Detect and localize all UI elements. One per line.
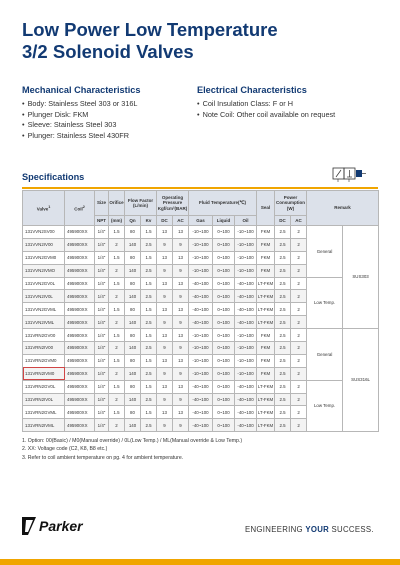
cell-gas: -40~100 — [189, 393, 213, 406]
remark-group: General — [307, 226, 343, 278]
cell-gas: -40~100 — [189, 380, 213, 393]
cell-seal: LT-FKM — [257, 303, 275, 316]
cell-coil: 495900XX — [65, 226, 95, 239]
cell-liquid: 0~100 — [213, 380, 235, 393]
electrical-item: • Coil Insulation Class: F or H — [197, 99, 335, 110]
parker-logo-text: Parker — [39, 518, 83, 534]
specifications-rule — [22, 187, 378, 189]
header-flow-factor: Flow Factor (L/min) — [125, 191, 157, 216]
cell-power-ac: 2 — [291, 367, 307, 380]
mechanical-item: • Plunger Disk: FKM — [22, 110, 138, 121]
header-fluid-temperature: Fluid Temperature(℃) — [189, 191, 257, 216]
electrical-item: • Note Coil: Other coil available on request — [197, 110, 335, 121]
cell-kv: 1.5 — [141, 354, 157, 367]
table-row — [23, 329, 379, 342]
cell-size: 1/4" — [95, 316, 109, 329]
subheader-npt: NPT — [95, 216, 109, 226]
table-row — [23, 380, 379, 393]
cell-ac: 9 — [173, 419, 189, 432]
cell-valve: 131VVN2IV00 — [23, 238, 65, 251]
footnote: 2. XX: Voltage code (C2, K8, B8 etc.) — [22, 446, 108, 453]
cell-dc: 13 — [157, 354, 173, 367]
cell-ac: 9 — [173, 290, 189, 303]
cell-oil: -40~100 — [235, 290, 257, 303]
cell-kv: 2.5 — [141, 316, 157, 329]
cell-seal: FKM — [257, 342, 275, 355]
cell-size: 1/4" — [95, 380, 109, 393]
cell-seal: LT-FKM — [257, 277, 275, 290]
cell-kv: 1.5 — [141, 277, 157, 290]
cell-power-dc: 2.5 — [275, 238, 291, 251]
cell-orifice: 1.5 — [109, 329, 125, 342]
cell-kv: 2.5 — [141, 342, 157, 355]
cell-valve: 131VRN2GVML — [23, 406, 65, 419]
mechanical-item: • Body: Stainless Steel 303 or 316L — [22, 99, 138, 110]
cell-valve: 131VVN2GV0L — [23, 277, 65, 290]
cell-qn: 80 — [125, 380, 141, 393]
cell-qn: 80 — [125, 251, 141, 264]
cell-qn: 80 — [125, 406, 141, 419]
cell-orifice: 1.5 — [109, 380, 125, 393]
cell-oil: -10~100 — [235, 367, 257, 380]
cell-liquid: 0~100 — [213, 264, 235, 277]
header-operating-pressure: Operating Pressure Kgf/cm²(BAR) — [157, 191, 189, 216]
cell-dc: 9 — [157, 290, 173, 303]
cell-kv: 1.5 — [141, 303, 157, 316]
subheader-ac: AC — [173, 216, 189, 226]
cell-seal: LT-FKM — [257, 406, 275, 419]
mechanical-list — [22, 99, 138, 141]
cell-power-ac: 2 — [291, 419, 307, 432]
cell-seal: FKM — [257, 251, 275, 264]
cell-orifice: 2 — [109, 264, 125, 277]
cell-dc: 13 — [157, 251, 173, 264]
cell-seal: LT-FKM — [257, 393, 275, 406]
cell-qn: 80 — [125, 277, 141, 290]
subheader-oil: Oil — [235, 216, 257, 226]
cell-size: 1/4" — [95, 264, 109, 277]
cell-oil: -40~100 — [235, 380, 257, 393]
specifications-table — [22, 190, 379, 432]
cell-power-ac: 2 — [291, 290, 307, 303]
cell-oil: -40~100 — [235, 393, 257, 406]
cell-valve: 131VRN2GV0L — [23, 380, 65, 393]
mechanical-heading: Mechanical Characteristics — [22, 85, 141, 95]
cell-orifice: 1.5 — [109, 406, 125, 419]
cell-power-dc: 2.5 — [275, 290, 291, 303]
electrical-heading: Electrical Characteristics — [197, 85, 307, 95]
cell-coil: 495900XX — [65, 406, 95, 419]
cell-oil: -10~100 — [235, 354, 257, 367]
cell-seal: LT-FKM — [257, 380, 275, 393]
cell-gas: -40~100 — [189, 290, 213, 303]
cell-qn: 140 — [125, 316, 141, 329]
cell-valve: 131VRN2GV00 — [23, 329, 65, 342]
material-group: SUS303 — [343, 226, 379, 329]
cell-power-ac: 2 — [291, 316, 307, 329]
cell-coil: 495900XX — [65, 419, 95, 432]
specifications-body — [23, 226, 379, 432]
cell-size: 1/4" — [95, 290, 109, 303]
cell-orifice: 2 — [109, 290, 125, 303]
cell-size: 1/4" — [95, 354, 109, 367]
cell-qn: 140 — [125, 264, 141, 277]
cell-coil: 495900XX — [65, 303, 95, 316]
cell-power-dc: 2.5 — [275, 342, 291, 355]
cell-dc: 9 — [157, 342, 173, 355]
cell-power-dc: 2.5 — [275, 264, 291, 277]
page-title — [22, 19, 382, 63]
cell-valve: 131VRN2IVML — [23, 419, 65, 432]
cell-coil: 495900XX — [65, 238, 95, 251]
cell-seal: LT-FKM — [257, 419, 275, 432]
cell-dc: 13 — [157, 303, 173, 316]
subheader-power-ac: AC — [291, 216, 307, 226]
cell-dc: 9 — [157, 264, 173, 277]
cell-coil: 495900XX — [65, 380, 95, 393]
cell-qn: 80 — [125, 226, 141, 239]
electrical-list — [197, 99, 335, 120]
cell-ac: 13 — [173, 303, 189, 316]
cell-coil: 495900XX — [65, 354, 95, 367]
cell-ac: 9 — [173, 264, 189, 277]
cell-gas: -40~100 — [189, 316, 213, 329]
cell-size: 1/4" — [95, 419, 109, 432]
cell-kv: 1.5 — [141, 380, 157, 393]
parker-logo — [22, 515, 98, 537]
mechanical-item: • Plunger: Stainless Steel 430FR — [22, 131, 138, 142]
cell-gas: -40~100 — [189, 406, 213, 419]
cell-dc: 13 — [157, 380, 173, 393]
cell-coil: 495900XX — [65, 277, 95, 290]
cell-ac: 9 — [173, 316, 189, 329]
subheader-qn: Qn — [125, 216, 141, 226]
cell-dc: 9 — [157, 238, 173, 251]
cell-liquid: 0~100 — [213, 419, 235, 432]
cell-liquid: 0~100 — [213, 290, 235, 303]
cell-orifice: 1.5 — [109, 226, 125, 239]
cell-ac: 13 — [173, 251, 189, 264]
remark-group: Low Temp. — [307, 380, 343, 432]
cell-power-dc: 2.5 — [275, 354, 291, 367]
cell-power-dc: 2.5 — [275, 226, 291, 239]
cell-valve: 131VRN2GVM0 — [23, 354, 65, 367]
cell-kv: 1.5 — [141, 406, 157, 419]
cell-orifice: 1.5 — [109, 277, 125, 290]
cell-ac: 13 — [173, 354, 189, 367]
cell-valve: 131VRN2IV00 — [23, 342, 65, 355]
cell-power-dc: 2.5 — [275, 277, 291, 290]
cell-dc: 9 — [157, 316, 173, 329]
subheader-power-dc: DC — [275, 216, 291, 226]
cell-size: 1/4" — [95, 367, 109, 380]
cell-ac: 13 — [173, 406, 189, 419]
cell-size: 1/4" — [95, 329, 109, 342]
remark-group: General — [307, 329, 343, 381]
cell-kv: 2.5 — [141, 419, 157, 432]
cell-oil: -40~100 — [235, 316, 257, 329]
cell-power-ac: 2 — [291, 251, 307, 264]
cell-oil: -10~100 — [235, 226, 257, 239]
cell-orifice: 2 — [109, 419, 125, 432]
cell-qn: 140 — [125, 393, 141, 406]
cell-size: 1/4" — [95, 303, 109, 316]
cell-dc: 13 — [157, 329, 173, 342]
cell-qn: 140 — [125, 342, 141, 355]
cell-seal: FKM — [257, 367, 275, 380]
cell-oil: -10~100 — [235, 329, 257, 342]
cell-power-ac: 2 — [291, 393, 307, 406]
cell-dc: 13 — [157, 277, 173, 290]
cell-gas: -10~100 — [189, 367, 213, 380]
cell-valve: 131VVN2GVML — [23, 303, 65, 316]
cell-liquid: 0~100 — [213, 316, 235, 329]
cell-valve: 131VVN2IVMO — [23, 264, 65, 277]
cell-ac: 9 — [173, 342, 189, 355]
subheader-dc: DC — [157, 216, 173, 226]
cell-power-dc: 2.5 — [275, 380, 291, 393]
mechanical-item: • Sleeve: Stainless Steel 303 — [22, 120, 138, 131]
cell-qn: 80 — [125, 329, 141, 342]
cell-valve: 131VVN2GVM0 — [23, 251, 65, 264]
cell-gas: -40~100 — [189, 419, 213, 432]
footer-tagline: ENGINEERING YOUR SUCCESS. — [245, 525, 374, 534]
cell-oil: -40~100 — [235, 419, 257, 432]
cell-power-dc: 2.5 — [275, 329, 291, 342]
cell-size: 1/4" — [95, 393, 109, 406]
footer-bar — [0, 559, 400, 565]
specifications-heading: Specifications — [22, 172, 85, 182]
subheader-kv: Kv — [141, 216, 157, 226]
cell-power-ac: 2 — [291, 277, 307, 290]
cell-qn: 140 — [125, 367, 141, 380]
title-line-1: Low Power Low Temperature — [22, 19, 278, 40]
cell-power-ac: 2 — [291, 303, 307, 316]
cell-orifice: 2 — [109, 393, 125, 406]
cell-kv: 2.5 — [141, 264, 157, 277]
material-group: SUS316L — [343, 329, 379, 432]
header-valve: Valve$^1$ — [23, 191, 65, 226]
cell-valve: 131VVN2SV00 — [23, 226, 65, 239]
cell-liquid: 0~100 — [213, 238, 235, 251]
cell-liquid: 0~100 — [213, 406, 235, 419]
cell-valve: 131VRN2IV0L — [23, 393, 65, 406]
header-coil: Coil$^2$ — [65, 191, 95, 226]
cell-size: 1/4" — [95, 277, 109, 290]
cell-seal: LT-FKM — [257, 290, 275, 303]
cell-liquid: 0~100 — [213, 329, 235, 342]
cell-ac: 13 — [173, 380, 189, 393]
table-row — [23, 226, 379, 239]
cell-coil: 495900XX — [65, 316, 95, 329]
cell-ac: 9 — [173, 367, 189, 380]
cell-kv: 2.5 — [141, 367, 157, 380]
cell-oil: -40~100 — [235, 277, 257, 290]
cell-valve: 131VVN2IV0L — [23, 290, 65, 303]
cell-liquid: 0~100 — [213, 277, 235, 290]
cell-gas: -10~100 — [189, 226, 213, 239]
cell-liquid: 0~100 — [213, 342, 235, 355]
cell-power-dc: 2.5 — [275, 393, 291, 406]
cell-power-ac: 2 — [291, 238, 307, 251]
cell-ac: 13 — [173, 329, 189, 342]
cell-orifice: 1.5 — [109, 354, 125, 367]
cell-orifice: 2 — [109, 367, 125, 380]
cell-seal: FKM — [257, 264, 275, 277]
header-seal: Seal — [257, 191, 275, 226]
cell-coil: 495900XX — [65, 251, 95, 264]
cell-power-ac: 2 — [291, 264, 307, 277]
cell-oil: -10~100 — [235, 238, 257, 251]
cell-oil: -10~100 — [235, 342, 257, 355]
header-remark: Remark — [307, 191, 379, 226]
cell-liquid: 0~100 — [213, 367, 235, 380]
cell-dc: 13 — [157, 406, 173, 419]
valve-symbol-icon — [331, 165, 367, 183]
footnote: 3. Refer to coil ambient temperature on pg. 4 for ambient temperature. — [22, 454, 184, 461]
cell-gas: -10~100 — [189, 251, 213, 264]
cell-qn: 140 — [125, 238, 141, 251]
remark-group: Low Temp. — [307, 277, 343, 329]
cell-power-dc: 2.5 — [275, 316, 291, 329]
cell-seal: FKM — [257, 238, 275, 251]
cell-gas: -10~100 — [189, 329, 213, 342]
cell-orifice: 1.5 — [109, 251, 125, 264]
cell-dc: 9 — [157, 419, 173, 432]
cell-coil: 495900XX — [65, 367, 95, 380]
cell-oil: -40~100 — [235, 406, 257, 419]
cell-size: 1/4" — [95, 251, 109, 264]
cell-coil: 495900XX — [65, 393, 95, 406]
cell-size: 1/4" — [95, 238, 109, 251]
cell-kv: 2.5 — [141, 238, 157, 251]
cell-power-dc: 2.5 — [275, 367, 291, 380]
footnotes — [22, 437, 242, 462]
cell-kv: 1.5 — [141, 329, 157, 342]
cell-power-dc: 2.5 — [275, 406, 291, 419]
cell-size: 1/4" — [95, 342, 109, 355]
subheader-liquid: Liquid — [213, 216, 235, 226]
cell-orifice: 2 — [109, 238, 125, 251]
cell-kv: 1.5 — [141, 251, 157, 264]
cell-qn: 140 — [125, 290, 141, 303]
cell-dc: 9 — [157, 367, 173, 380]
cell-oil: -10~100 — [235, 264, 257, 277]
cell-liquid: 0~100 — [213, 226, 235, 239]
cell-orifice: 1.5 — [109, 303, 125, 316]
cell-gas: -10~100 — [189, 264, 213, 277]
subheader-mm: (mm) — [109, 216, 125, 226]
cell-valve: 131VRN2IVM0 — [23, 367, 65, 380]
cell-power-dc: 2.5 — [275, 419, 291, 432]
cell-gas: -10~100 — [189, 342, 213, 355]
cell-ac: 9 — [173, 238, 189, 251]
cell-gas: -40~100 — [189, 277, 213, 290]
cell-dc: 9 — [157, 393, 173, 406]
cell-oil: -40~100 — [235, 303, 257, 316]
header-size: Size — [95, 191, 109, 216]
cell-ac: 13 — [173, 226, 189, 239]
cell-orifice: 2 — [109, 316, 125, 329]
cell-power-ac: 2 — [291, 406, 307, 419]
cell-dc: 13 — [157, 226, 173, 239]
cell-kv: 1.5 — [141, 226, 157, 239]
cell-power-ac: 2 — [291, 380, 307, 393]
cell-power-ac: 2 — [291, 329, 307, 342]
cell-seal: FKM — [257, 354, 275, 367]
cell-coil: 495900XX — [65, 264, 95, 277]
table-row — [23, 277, 379, 290]
cell-ac: 13 — [173, 277, 189, 290]
cell-orifice: 2 — [109, 342, 125, 355]
cell-seal: LT-FKM — [257, 316, 275, 329]
cell-liquid: 0~100 — [213, 303, 235, 316]
header-orifice: Orifice — [109, 191, 125, 216]
cell-kv: 2.5 — [141, 393, 157, 406]
cell-valve: 131VVN2IVML — [23, 316, 65, 329]
cell-gas: -10~100 — [189, 238, 213, 251]
cell-power-dc: 2.5 — [275, 251, 291, 264]
cell-oil: -10~100 — [235, 251, 257, 264]
cell-liquid: 0~100 — [213, 393, 235, 406]
cell-seal: FKM — [257, 226, 275, 239]
cell-qn: 80 — [125, 354, 141, 367]
cell-power-ac: 2 — [291, 226, 307, 239]
header-power-consumption: Power Consumption (W) — [275, 191, 307, 216]
cell-ac: 9 — [173, 393, 189, 406]
cell-kv: 2.5 — [141, 290, 157, 303]
cell-size: 1/4" — [95, 226, 109, 239]
cell-size: 1/4" — [95, 406, 109, 419]
cell-seal: FKM — [257, 329, 275, 342]
cell-liquid: 0~100 — [213, 354, 235, 367]
subheader-gas: Gas — [189, 216, 213, 226]
cell-power-dc: 2.5 — [275, 303, 291, 316]
cell-coil: 495900XX — [65, 329, 95, 342]
cell-gas: -40~100 — [189, 303, 213, 316]
cell-qn: 140 — [125, 419, 141, 432]
cell-liquid: 0~100 — [213, 251, 235, 264]
title-line-2: 3/2 Solenoid Valves — [22, 41, 194, 62]
footnote: 1. Option: 00(Basic) / M0(Manual override) / 0L(Low Temp.) / ML(Manual override & Low Temp.) — [22, 438, 243, 444]
cell-power-ac: 2 — [291, 342, 307, 355]
cell-power-ac: 2 — [291, 354, 307, 367]
cell-gas: -10~100 — [189, 354, 213, 367]
cell-coil: 495900XX — [65, 342, 95, 355]
cell-coil: 495900XX — [65, 290, 95, 303]
cell-qn: 80 — [125, 303, 141, 316]
